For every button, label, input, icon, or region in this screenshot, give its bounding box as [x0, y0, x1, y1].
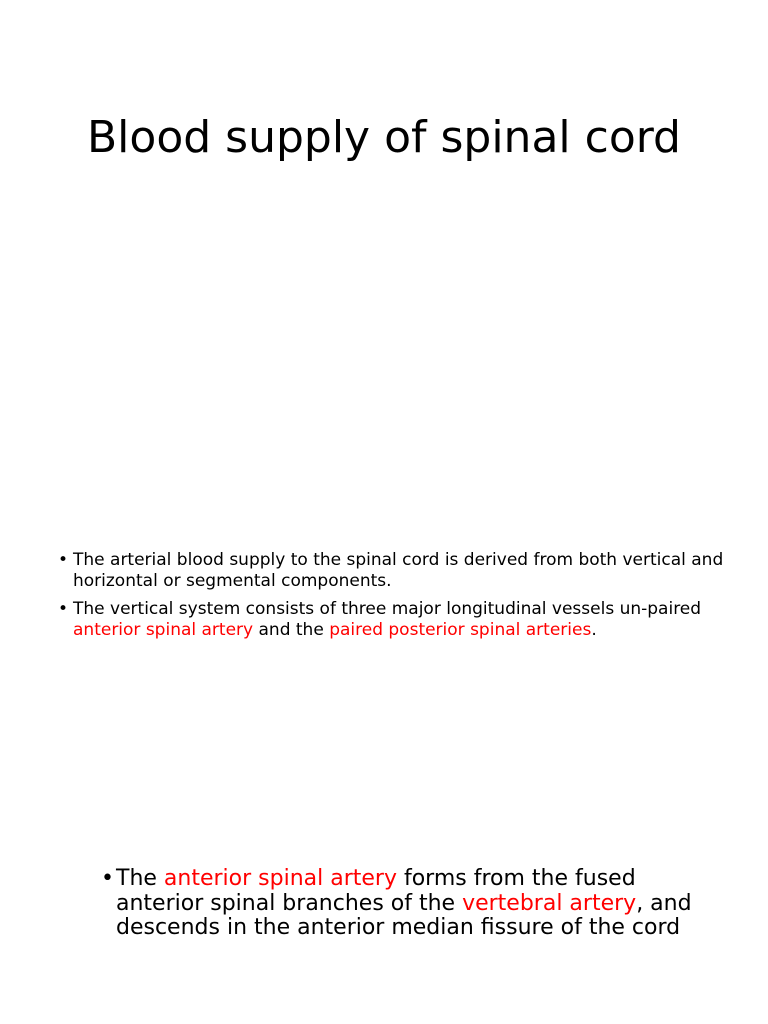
highlight-vertebral-artery: vertebral artery: [462, 890, 637, 916]
bullet-text: The vertical system consists of three major longitudinal vessels un-paired: [73, 599, 702, 619]
bullet-marker: •: [101, 866, 114, 891]
bullet-list: [58, 550, 738, 648]
slide-title: Blood supply of spinal cord: [87, 112, 681, 163]
highlight-posterior-spinal-arteries: paired posterior spinal arteries: [329, 620, 592, 640]
highlight-anterior-spinal-artery: anterior spinal artery: [163, 866, 397, 891]
bullet-text: forms from the fused anterior spinal branches of the: [116, 866, 636, 916]
highlight-anterior-spinal-artery: anterior spinal artery: [73, 620, 254, 640]
bullet-marker: •: [58, 599, 69, 619]
bullet-list-large: [101, 867, 701, 941]
bullet-text: , and descends in the anterior median fissure of the cord: [116, 890, 692, 940]
bullet-item: [58, 550, 738, 592]
bullet-item: [58, 599, 738, 641]
bullet-text: .: [591, 620, 597, 640]
bullet-text: and the: [253, 620, 330, 640]
bullet-marker: •: [58, 550, 69, 570]
bullet-item: [101, 867, 701, 941]
bullet-text: The: [116, 866, 164, 891]
bullet-text: The arterial blood supply to the spinal cord is derived from both vertical and horizontal or segmental components.: [73, 550, 724, 591]
